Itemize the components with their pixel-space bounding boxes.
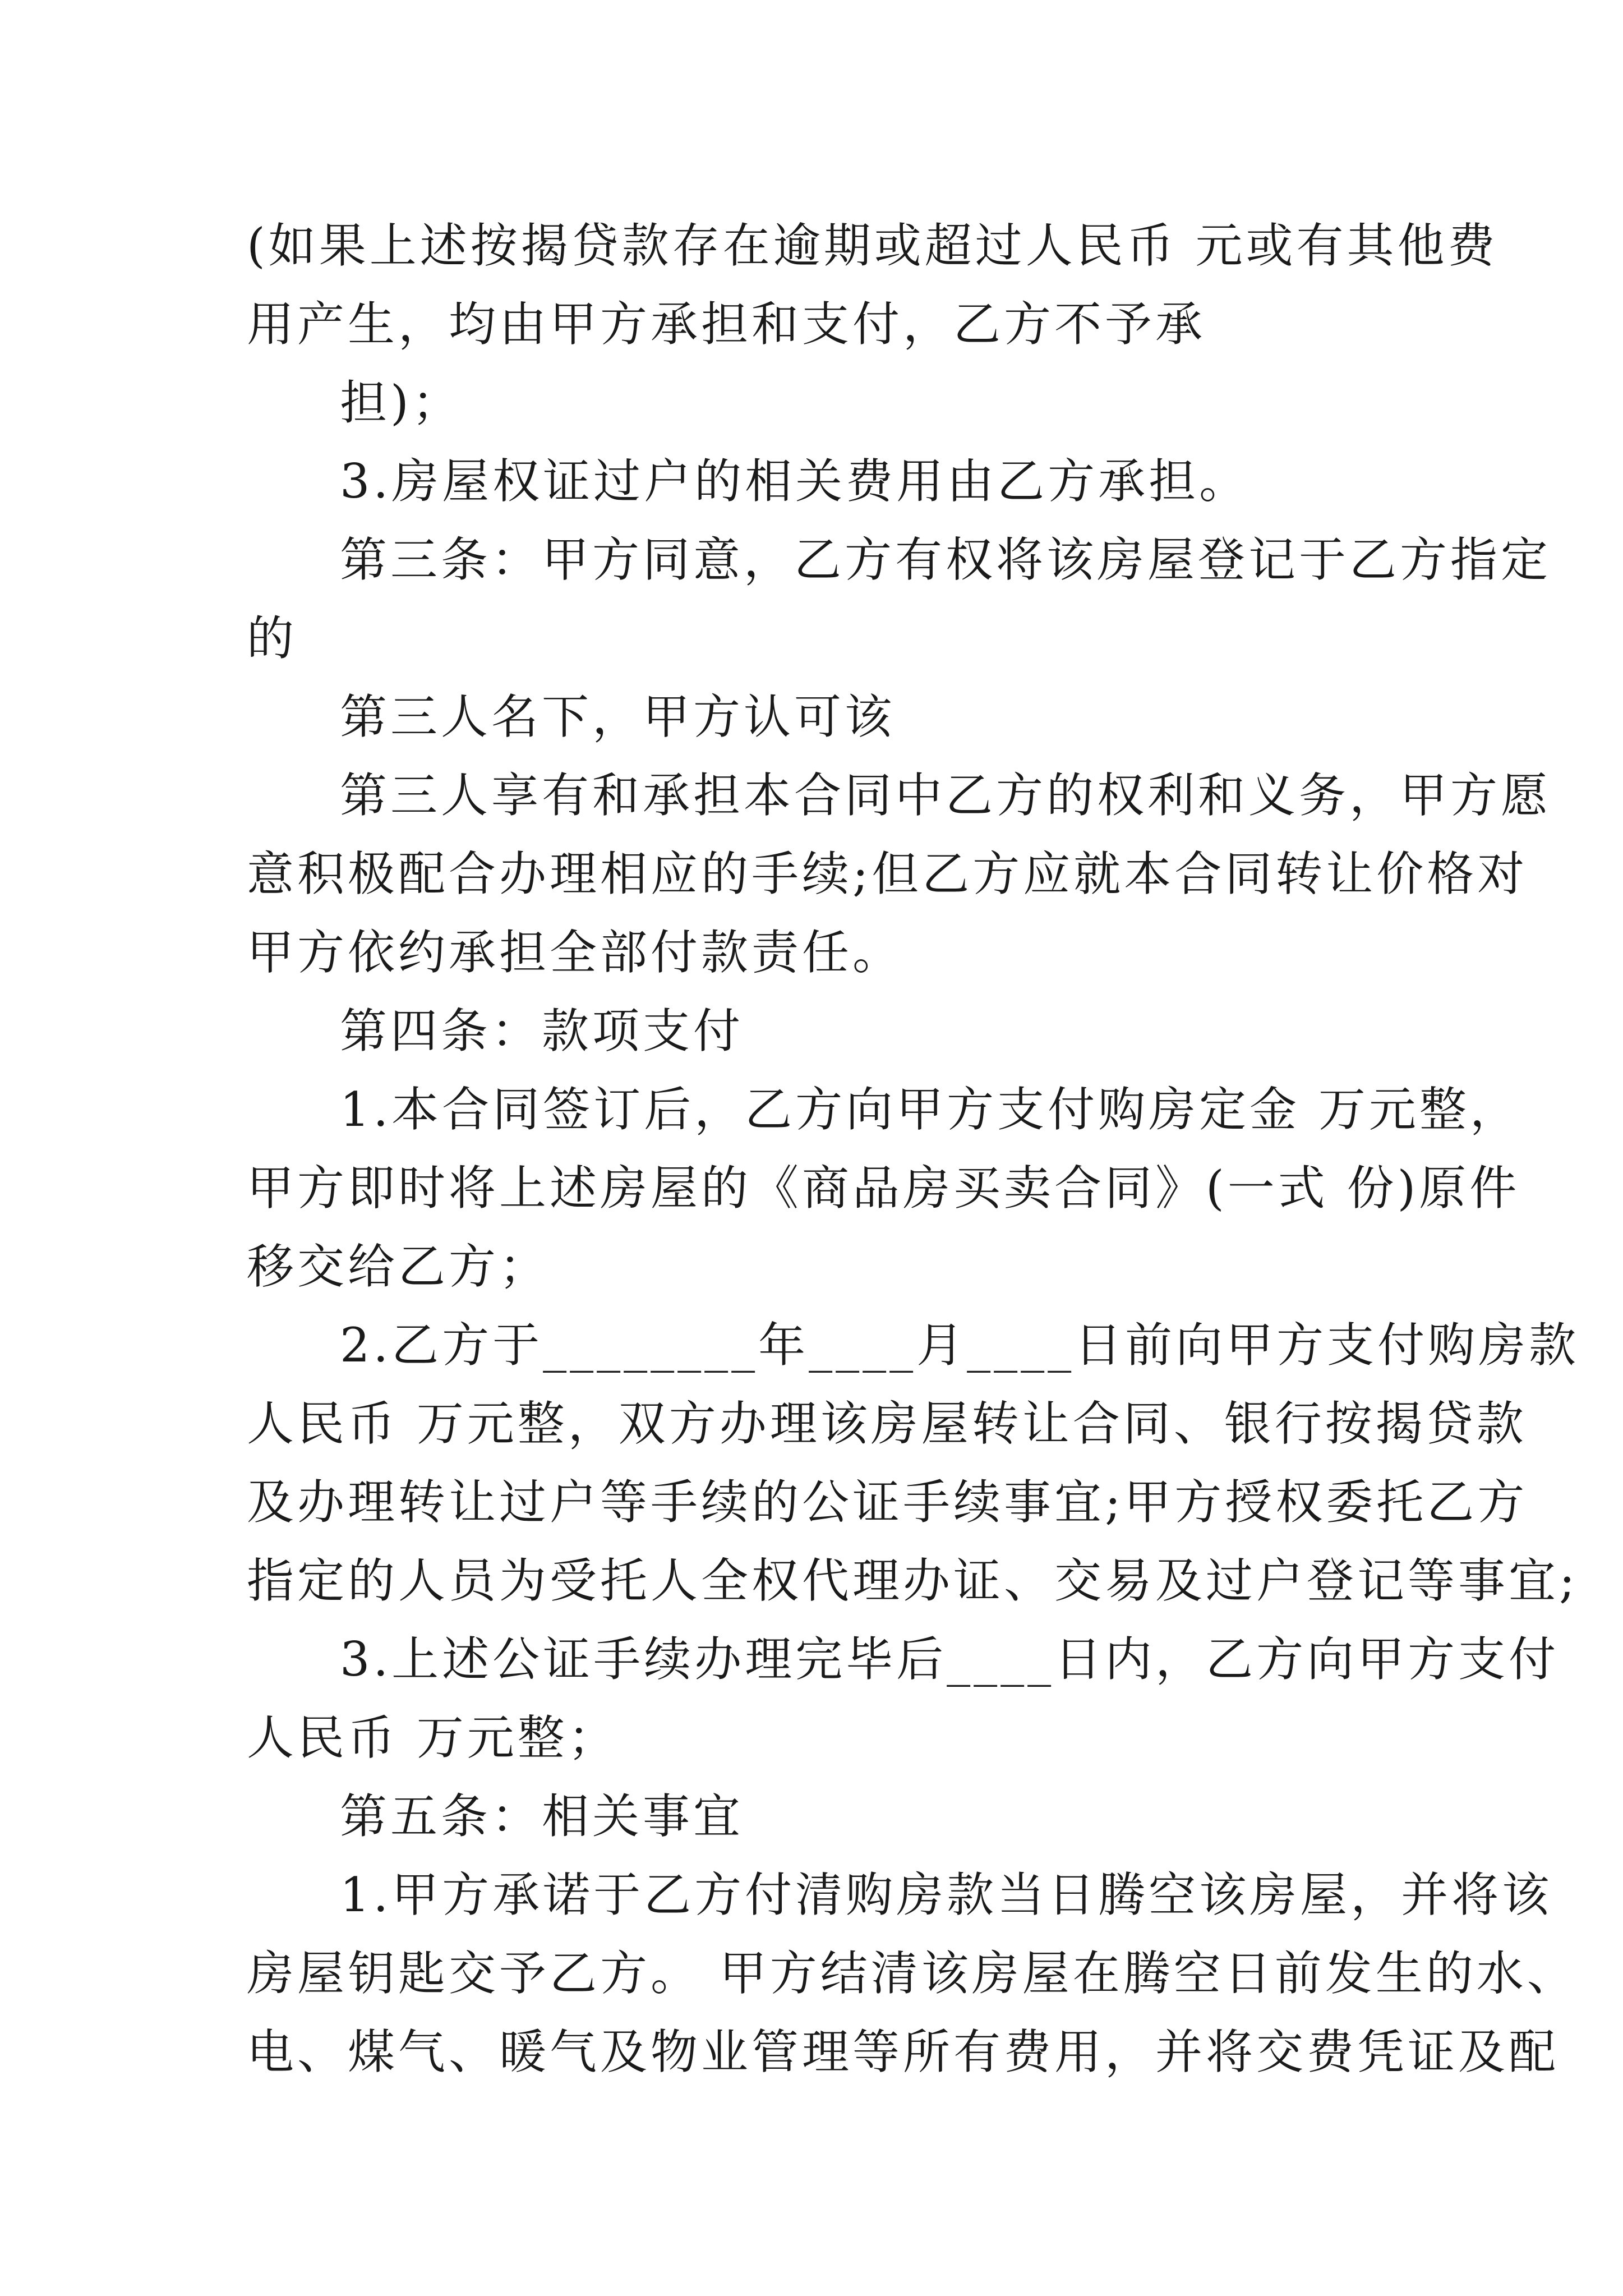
document-line: 1.甲方承诺于乙方付清购房款当日腾空该房屋，并将该 — [340, 1867, 1553, 1922]
document-line: 3.上述公证手续办理完毕后____日内，乙方向甲方支付 — [340, 1632, 1560, 1687]
document-line: (如果上述按揭贷款存在逾期或超过人民币 元或有其他费 — [247, 218, 1498, 273]
document-line: 第三人名下，甲方认可该 — [340, 689, 896, 744]
document-line: 3.房屋权证过户的相关费用由乙方承担。 — [340, 454, 1250, 509]
document-line: 及办理转让过户等手续的公证手续事宜;甲方授权委托乙方 — [247, 1475, 1528, 1530]
document-line: 甲方即时将上述房屋的《商品房买卖合同》(一式 份)原件 — [247, 1161, 1520, 1216]
document-line: 用产生，均由甲方承担和支付，乙方不予承 — [247, 297, 1206, 352]
document-line: 2.乙方于________年____月____日前向甲方支付购房款 — [340, 1318, 1580, 1373]
document-body — [247, 206, 1580, 2091]
document-line: 1.本合同签订后，乙方向甲方支付购房定金 万元整， — [340, 1082, 1520, 1137]
document-line: 电、煤气、暖气及物业管理等所有费用，并将交费凭证及配 — [247, 2024, 1560, 2079]
document-line: 人民币 万元整； — [247, 1710, 619, 1765]
document-line: 意积极配合办理相应的手续;但乙方应就本合同转让价格对 — [247, 846, 1528, 901]
document-line: 第三条：甲方同意，乙方有权将该房屋登记于乙方指定 — [340, 532, 1552, 587]
document-line: 指定的人员为受托人全权代理办证、交易及过户登记等事宜; — [247, 1553, 1579, 1608]
document-line: 的 — [247, 611, 298, 666]
document-line: 第三人享有和承担本合同中乙方的权利和义务，甲方愿 — [340, 768, 1552, 823]
document-line: 房屋钥匙交予乙方。 甲方结清该房屋在腾空日前发生的水、 — [247, 1946, 1578, 2001]
document-line: 第五条：相关事宜 — [340, 1789, 744, 1844]
document-line: 担)； — [340, 375, 463, 430]
document-line: 移交给乙方； — [247, 1239, 550, 1294]
document-line: 人民币 万元整，双方办理该房屋转让合同、银行按揭贷款 — [247, 1396, 1527, 1451]
document-line: 第四条：款项支付 — [340, 1004, 744, 1059]
document-line: 甲方依约承担全部付款责任。 — [247, 925, 903, 980]
